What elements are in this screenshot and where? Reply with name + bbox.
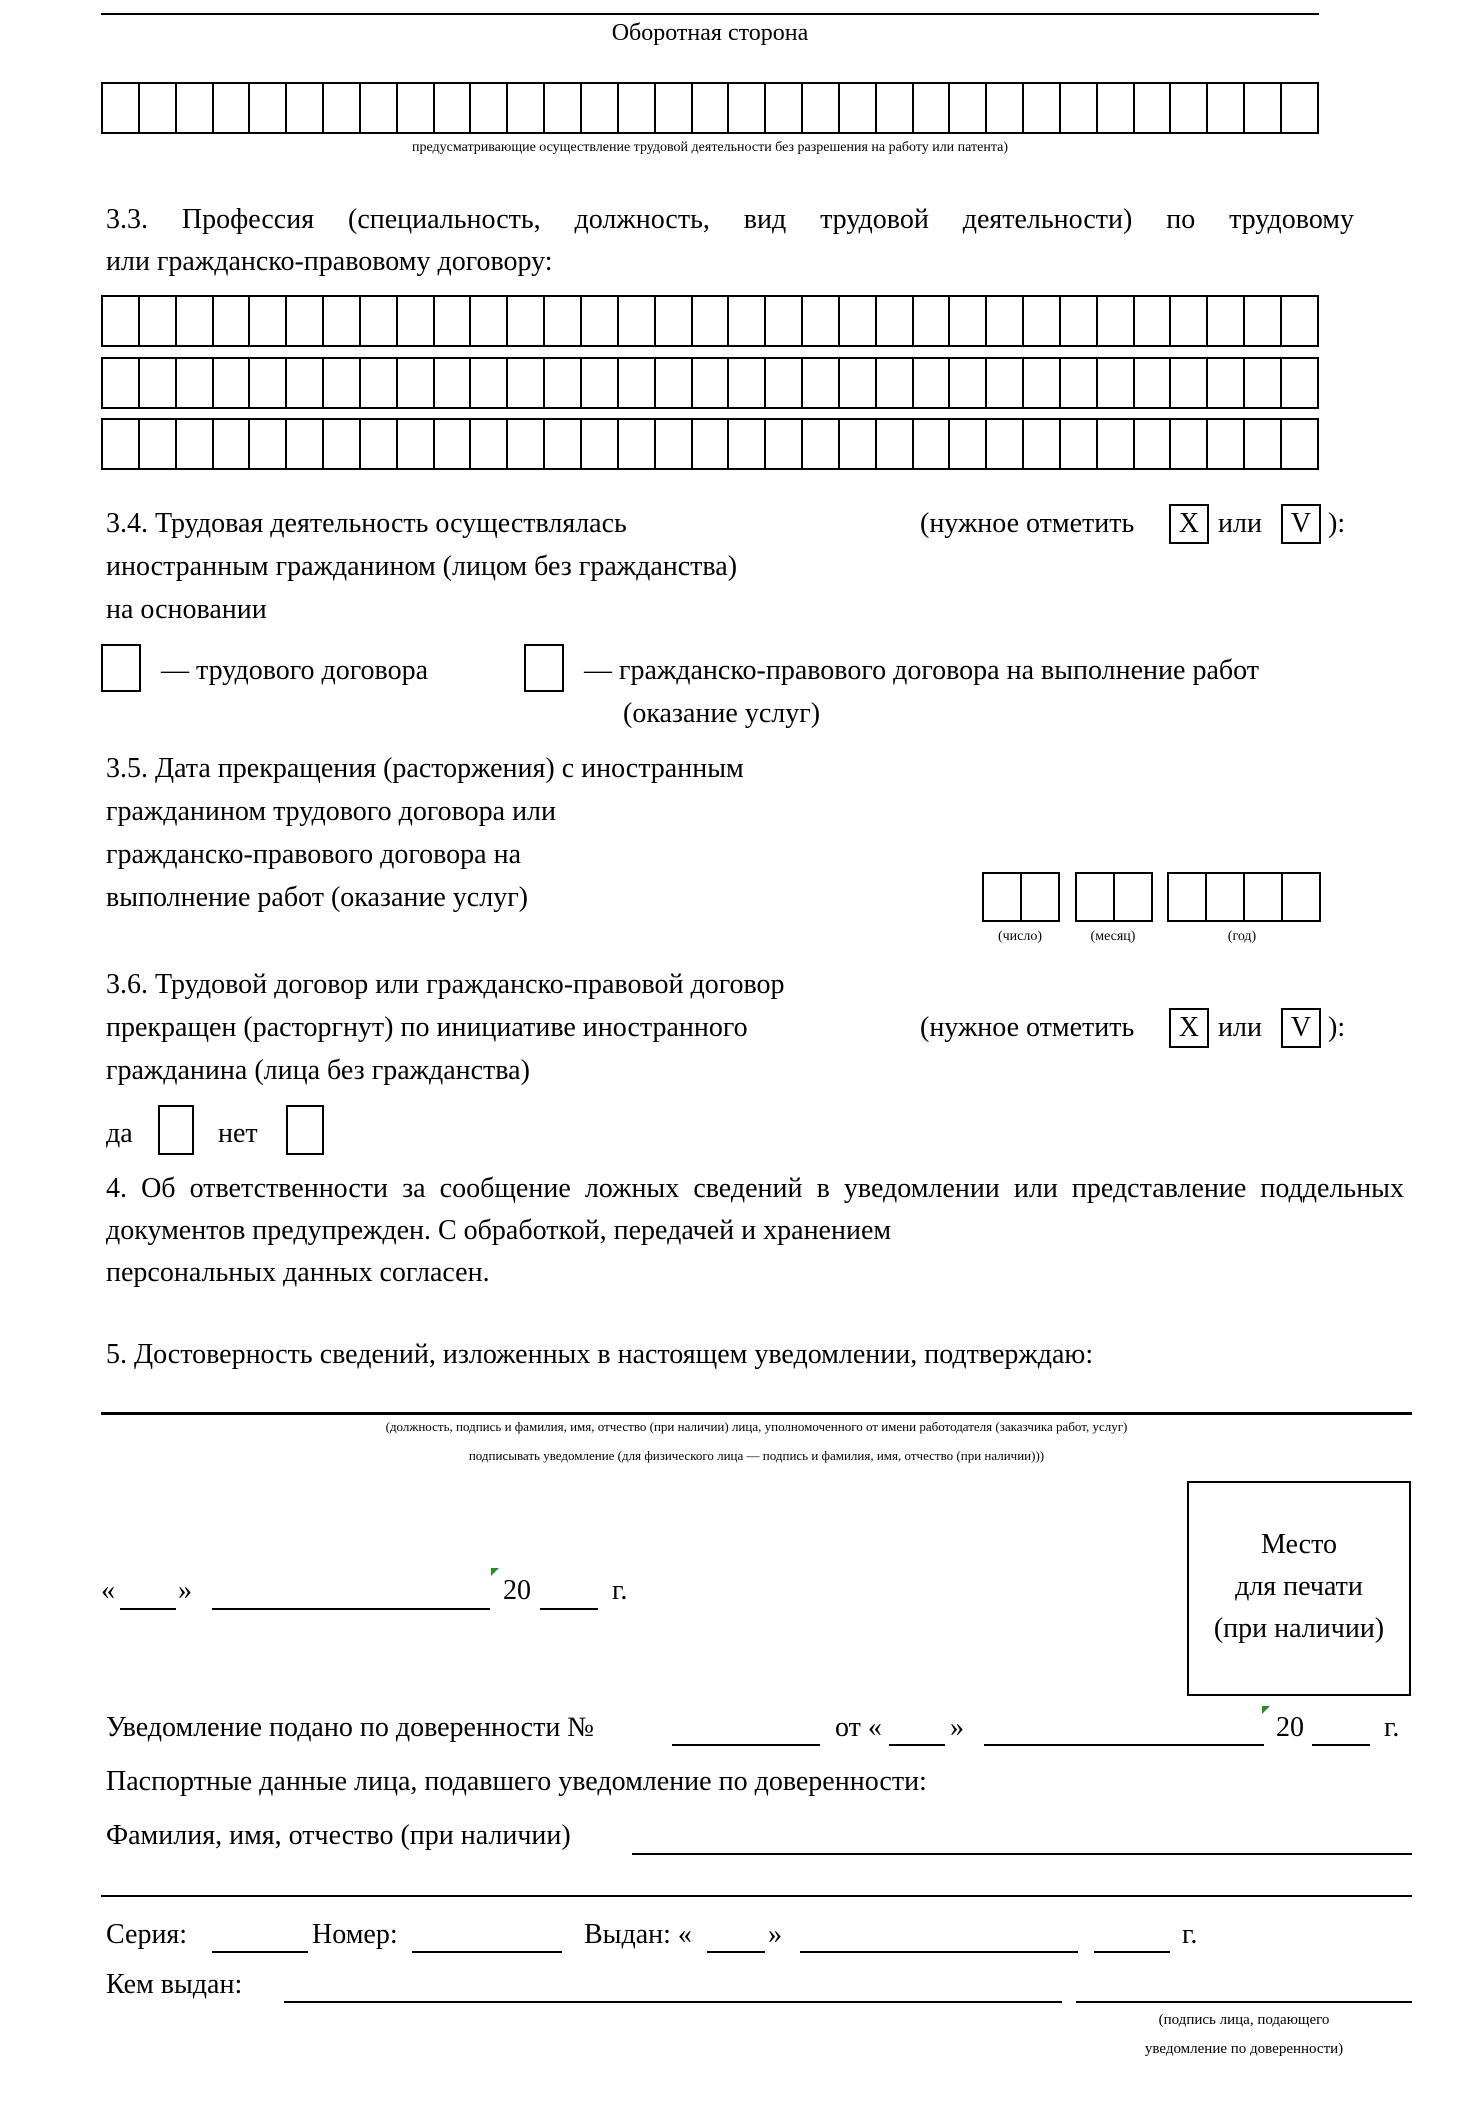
- date-year-prefix: 20: [503, 1575, 531, 1606]
- s34-mark-prefix: (нужное отметить: [920, 508, 1135, 539]
- proxy-year-suffix: г.: [1384, 1712, 1400, 1743]
- s36-mark-suffix: ):: [1328, 1012, 1346, 1043]
- proxy-from: от «: [835, 1712, 882, 1743]
- grid-note: предусматривающие осуществление трудовой деятельности без разрешения на работу или патента): [411, 140, 1009, 155]
- date-day-line[interactable]: [120, 1608, 176, 1610]
- civil-contract-checkbox[interactable]: [524, 644, 564, 692]
- signature-line-employer[interactable]: [101, 1412, 1412, 1415]
- proxy-quote-close: »: [950, 1712, 964, 1743]
- fio-line-2[interactable]: [101, 1895, 1412, 1897]
- corner-marker-icon: [491, 1568, 499, 1576]
- yes-checkbox[interactable]: [158, 1105, 194, 1155]
- proxy-month-line[interactable]: [984, 1744, 1264, 1746]
- proxy-signature-line[interactable]: [1076, 2001, 1412, 2003]
- issued-by-label: Кем выдан:: [106, 1969, 243, 2000]
- date-quote-close: »: [178, 1575, 192, 1606]
- signature-caption-2: подписывать уведомление (для физического лица — подпись и фамилия, имя, отчество (при наличии))): [468, 1448, 1045, 1463]
- fio-label: Фамилия, имя, отчество (при наличии): [106, 1820, 571, 1851]
- signature-caption-1: (должность, подпись и фамилия, имя, отчество (при наличии) лица, уполномоченного от имени работодателя (заказчика работ, услуг): [385, 1419, 1128, 1434]
- s36-mark-or: или: [1218, 1012, 1262, 1043]
- number-label: Номер:: [312, 1919, 398, 1950]
- s34-line1: 3.4. Трудовая деятельность осуществлялась: [106, 508, 627, 539]
- issued-month-line[interactable]: [800, 1951, 1078, 1953]
- stamp-line-3: (при наличии): [1213, 1613, 1385, 1644]
- option-civil-contract-line2: (оказание услуг): [623, 698, 821, 729]
- s35-line2: гражданином трудового договора или: [106, 796, 557, 827]
- date-month-line[interactable]: [212, 1608, 490, 1610]
- date-year-field[interactable]: [1167, 872, 1321, 922]
- fio-line[interactable]: [632, 1853, 1412, 1855]
- proxy-signature-caption-2: уведомление по доверенности): [1144, 2041, 1344, 2057]
- s35-line3: гражданско-правового договора на: [106, 839, 522, 870]
- mark-x-sample: X: [1169, 1008, 1209, 1048]
- profession-grid-row-2[interactable]: [101, 357, 1319, 409]
- s33-line1: 3.3. Профессия (специальность, должность, вид трудовой деятельности) по трудовому: [106, 204, 1354, 235]
- date-quote-open: «: [101, 1575, 115, 1606]
- no-label: нет: [218, 1118, 258, 1149]
- s4-text: 4. Об ответственности за сообщение ложных сведений в уведомлении или представление поддельных документов предупрежден. С обработкой, передачей и хранением: [106, 1173, 1404, 1246]
- date-month-field[interactable]: [1075, 872, 1153, 922]
- s34-mark-suffix: ):: [1328, 508, 1346, 539]
- mark-x-sample: X: [1169, 504, 1209, 544]
- date-year-line[interactable]: [540, 1608, 598, 1610]
- s4-text-last: персональных данных согласен.: [106, 1257, 490, 1288]
- issued-year-line[interactable]: [1094, 1951, 1170, 1953]
- stamp-line-1: Место: [1261, 1529, 1337, 1560]
- yes-label: да: [106, 1118, 133, 1149]
- s36-line1: 3.6. Трудовой договор или гражданско-правовой договор: [106, 969, 785, 1000]
- s34-line2: иностранным гражданином (лицом без гражданства): [106, 551, 738, 582]
- s35-line4: выполнение работ (оказание услуг): [106, 882, 528, 913]
- s34-mark-or: или: [1218, 508, 1262, 539]
- no-checkbox[interactable]: [286, 1105, 324, 1155]
- passport-title: Паспортные данные лица, подавшего уведомление по доверенности:: [106, 1766, 927, 1797]
- s36-mark-prefix: (нужное отметить: [920, 1012, 1135, 1043]
- proxy-signature-caption-1: (подпись лица, подающего: [1158, 2012, 1330, 2028]
- s36-line2: прекращен (расторгнут) по инициативе иностранного: [106, 1012, 748, 1043]
- corner-marker-icon: [1262, 1706, 1270, 1714]
- proxy-day-line[interactable]: [889, 1744, 945, 1746]
- proxy-text: Уведомление подано по доверенности №: [106, 1712, 595, 1743]
- date-year-suffix: г.: [612, 1575, 628, 1606]
- issued-year-suffix: г.: [1182, 1919, 1198, 1950]
- char-grid-top[interactable]: [101, 82, 1319, 134]
- s5-text: 5. Достоверность сведений, изложенных в настоящем уведомлении, подтверждаю:: [106, 1339, 1094, 1370]
- s33-line2: или гражданско-правовому договору:: [106, 246, 553, 277]
- stamp-line-2: для печати: [1235, 1571, 1363, 1602]
- proxy-number-line[interactable]: [672, 1744, 820, 1746]
- issued-quote-close: »: [768, 1919, 782, 1950]
- s36-line3: гражданина (лица без гражданства): [106, 1055, 530, 1086]
- mark-v-sample: V: [1281, 1008, 1321, 1048]
- series-line[interactable]: [212, 1951, 308, 1953]
- mark-v-sample: V: [1281, 504, 1321, 544]
- series-label: Серия:: [106, 1919, 188, 1950]
- s34-line3: на основании: [106, 594, 267, 625]
- employment-contract-checkbox[interactable]: [101, 644, 141, 692]
- profession-grid-row-3[interactable]: [101, 418, 1319, 470]
- s4-paragraph: [106, 1168, 1404, 1294]
- s35-line1: 3.5. Дата прекращения (расторжения) с иностранным: [106, 753, 744, 784]
- date-month-label: (месяц): [1090, 929, 1136, 944]
- number-line[interactable]: [412, 1951, 562, 1953]
- date-year-label: (год): [1227, 929, 1257, 944]
- option-civil-contract: — гражданско-правового договора на выполнение работ: [584, 655, 1259, 686]
- proxy-year-prefix: 20: [1276, 1712, 1304, 1743]
- issued-label: Выдан: «: [584, 1919, 692, 1950]
- option-employment-contract: — трудового договора: [161, 655, 428, 686]
- date-day-field[interactable]: [982, 872, 1060, 922]
- profession-grid-row-1[interactable]: [101, 295, 1319, 347]
- proxy-year-line[interactable]: [1312, 1744, 1370, 1746]
- date-day-label: (число): [997, 929, 1043, 944]
- issued-day-line[interactable]: [707, 1951, 765, 1953]
- issued-by-line[interactable]: [284, 2001, 1062, 2003]
- page-title: Оборотная сторона: [611, 20, 809, 46]
